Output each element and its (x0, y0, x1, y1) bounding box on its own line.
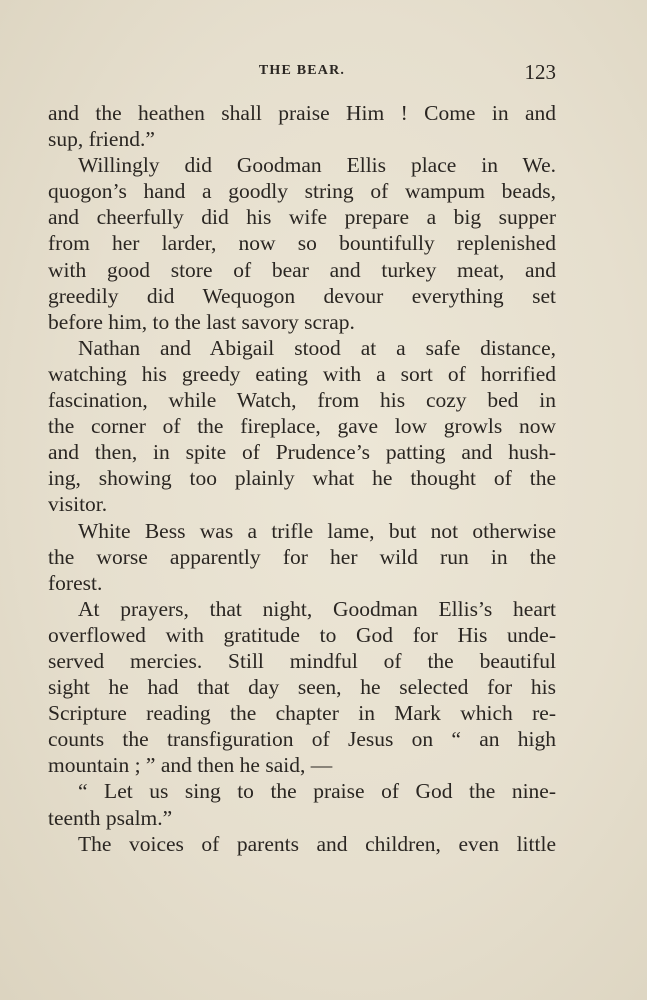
text-line: Scripture reading the chapter in Mark which re- (48, 701, 556, 726)
text-line: sight he had that day seen, he selected for his (48, 675, 556, 700)
text-line: At prayers, that night, Goodman Ellis’s heart (78, 596, 556, 621)
running-head (48, 60, 556, 84)
text-line: the corner of the fireplace, gave low growls now (48, 414, 556, 439)
text-line: before him, to the last savory scrap. (48, 309, 355, 334)
text-line: and cheerfully did his wife prepare a big supper (48, 205, 556, 230)
page-number: 123 (524, 60, 556, 84)
text-line: mountain ; ” and then he said, — (48, 753, 333, 778)
text-line: watching his greedy eating with a sort of horrified (48, 361, 556, 386)
text-line: and the heathen shall praise Him ! Come in and (48, 101, 556, 125)
text-line: Willingly did Goodman Ellis place in We. (78, 153, 556, 178)
text-line: fascination, while Watch, from his cozy bed in (48, 388, 556, 413)
text-line: sup, friend.” (48, 127, 155, 152)
text-line: from her larder, now so bountifully replenished (48, 231, 556, 256)
text-line: greedily did Wequogon devour everything set (48, 283, 556, 308)
text-line: quogon’s hand a goodly string of wampum beads, (48, 179, 556, 204)
text-line: “ Let us sing to the praise of God the nine- (78, 779, 556, 804)
text-line: teenth psalm.” (48, 805, 173, 830)
text-line: with good store of bear and turkey meat, and (48, 257, 556, 282)
text-line: ing, showing too plainly what he thought of the (48, 466, 556, 491)
text-line: and then, in spite of Prudence’s patting and hush- (48, 440, 556, 465)
text-line: the worse apparently for her wild run in the (48, 544, 556, 569)
text-line: overflowed with gratitude to God for His unde- (48, 622, 556, 647)
text-line: served mercies. Still mindful of the beautiful (48, 648, 556, 673)
running-title: THE BEAR. (258, 63, 346, 78)
text-line: visitor. (48, 492, 108, 517)
text-line: forest. (48, 570, 103, 595)
text-line: White Bess was a trifle lame, but not otherwise (78, 518, 556, 543)
text-line: Nathan and Abigail stood at a safe distance, (78, 335, 556, 360)
text-line: counts the transfiguration of Jesus on “ an high (48, 727, 556, 752)
text-line: The voices of parents and children, even little (78, 831, 556, 856)
body-text (48, 100, 556, 857)
